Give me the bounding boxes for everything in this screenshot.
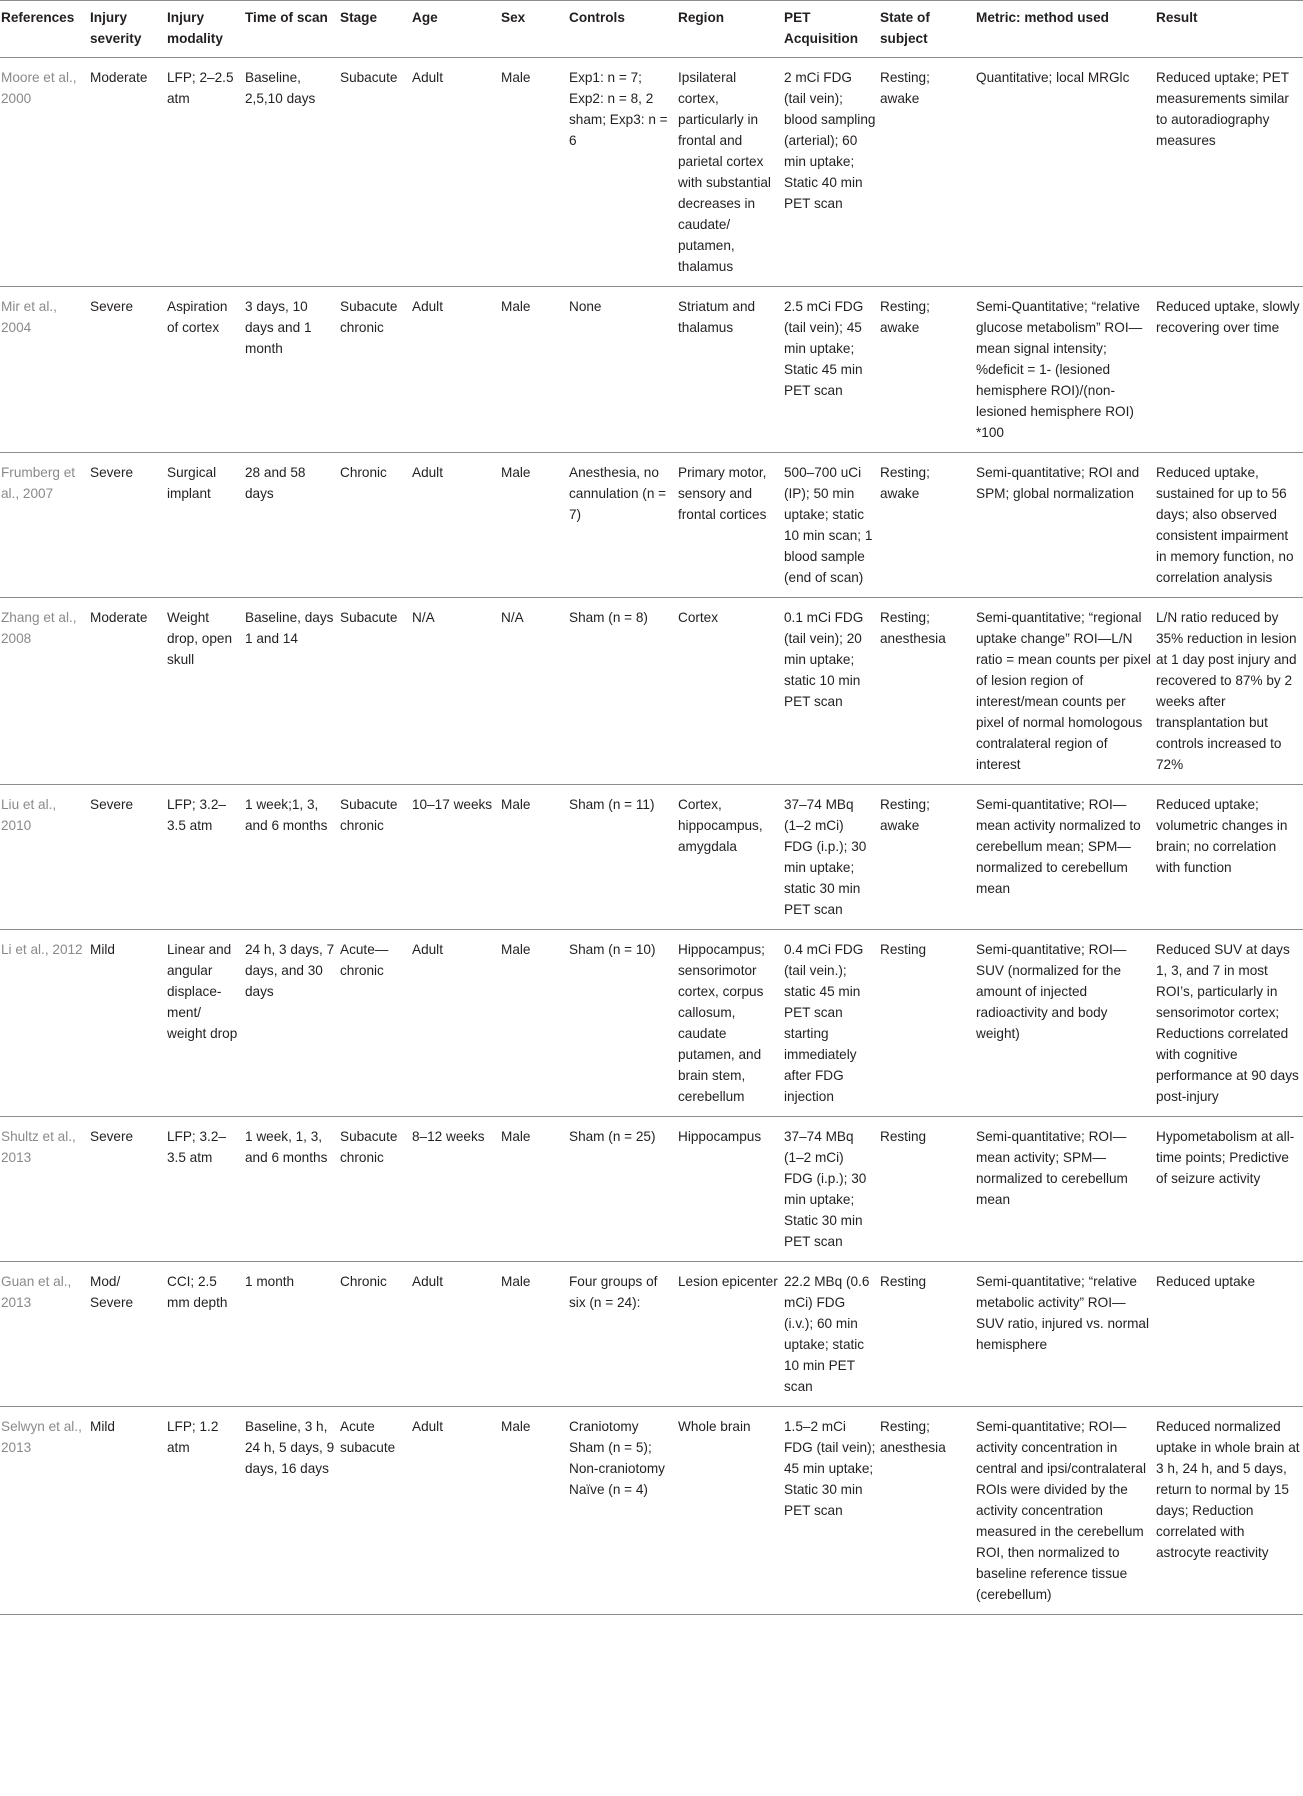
table-row	[0, 58, 1303, 287]
cell-injury-severity: Severe	[89, 453, 166, 598]
cell-result: L/N ratio reduced by 35% reduction in lesion at 1 day post injury and recovered to 87% by 2 weeks after transplantation but controls increased to 72%	[1155, 598, 1303, 785]
header-age: Age	[411, 1, 500, 58]
table-row	[0, 1407, 1303, 1615]
cell-controls: Craniotomy Sham (n = 5); Non-craniotomy Naïve (n = 4)	[568, 1407, 677, 1615]
header-stage: Stage	[339, 1, 411, 58]
cell-injury-modality: LFP; 3.2–3.5 atm	[166, 1117, 244, 1262]
table-row	[0, 1262, 1303, 1407]
cell-reference: Moore et al., 2000	[0, 58, 89, 287]
header-sex: Sex	[500, 1, 568, 58]
header-state-of-subject: State of subject	[879, 1, 975, 58]
cell-injury-severity: Severe	[89, 785, 166, 930]
cell-region: Ipsilateral cortex, particularly in frontal and parietal cortex with substantial decreases in caudate/ putamen, thalamus	[677, 58, 783, 287]
cell-result: Reduced uptake; PET measurements similar to autoradiography measures	[1155, 58, 1303, 287]
cell-pet-acquisition: 1.5–2 mCi FDG (tail vein); 45 min uptake; Static 30 min PET scan	[783, 1407, 879, 1615]
table-row	[0, 453, 1303, 598]
cell-stage: Subacute	[339, 598, 411, 785]
cell-controls: Exp1: n = 7; Exp2: n = 8, 2 sham; Exp3: n = 6	[568, 58, 677, 287]
cell-result: Hypometabolism at all-time points; Predictive of seizure activity	[1155, 1117, 1303, 1262]
cell-region: Hippocampus; sensorimotor cortex, corpus callosum, caudate putamen, and brain stem, cerebellum	[677, 930, 783, 1117]
cell-stage: Subacute chronic	[339, 785, 411, 930]
table-row	[0, 930, 1303, 1117]
cell-pet-acquisition: 37–74 MBq (1–2 mCi) FDG (i.p.); 30 min uptake; Static 30 min PET scan	[783, 1117, 879, 1262]
cell-injury-modality: LFP; 3.2–3.5 atm	[166, 785, 244, 930]
cell-time-of-scan: 28 and 58 days	[244, 453, 339, 598]
cell-injury-severity: Mod/ Severe	[89, 1262, 166, 1407]
cell-age: Adult	[411, 1407, 500, 1615]
cell-injury-severity: Moderate	[89, 58, 166, 287]
cell-reference: Zhang et al., 2008	[0, 598, 89, 785]
table-row	[0, 1117, 1303, 1262]
cell-stage: Acute—chronic	[339, 930, 411, 1117]
cell-region: Whole brain	[677, 1407, 783, 1615]
cell-pet-acquisition: 500–700 uCi (IP); 50 min uptake; static 10 min scan; 1 blood sample (end of scan)	[783, 453, 879, 598]
cell-metric: Semi-quantitative; ROI and SPM; global normalization	[975, 453, 1155, 598]
cell-injury-modality: Aspiration of cortex	[166, 287, 244, 453]
cell-time-of-scan: 24 h, 3 days, 7 days, and 30 days	[244, 930, 339, 1117]
cell-injury-modality: Linear and angular displace-ment/ weight drop	[166, 930, 244, 1117]
header-pet-acquisition: PET Acquisition	[783, 1, 879, 58]
cell-region: Hippocampus	[677, 1117, 783, 1262]
header-injury-severity: Injury severity	[89, 1, 166, 58]
cell-sex: Male	[500, 58, 568, 287]
cell-sex: Male	[500, 1262, 568, 1407]
cell-pet-acquisition: 2 mCi FDG (tail vein); blood sampling (arterial); 60 min uptake; Static 40 min PET scan	[783, 58, 879, 287]
cell-result: Reduced uptake; volumetric changes in brain; no correlation with function	[1155, 785, 1303, 930]
cell-controls: Sham (n = 10)	[568, 930, 677, 1117]
cell-metric: Semi-quantitative; ROI—mean activity; SPM—normalized to cerebellum mean	[975, 1117, 1155, 1262]
cell-controls: Four groups of six (n = 24):	[568, 1262, 677, 1407]
cell-region: Cortex	[677, 598, 783, 785]
cell-region: Striatum and thalamus	[677, 287, 783, 453]
cell-stage: Chronic	[339, 453, 411, 598]
cell-injury-modality: Surgical implant	[166, 453, 244, 598]
header-time-of-scan: Time of scan	[244, 1, 339, 58]
cell-time-of-scan: 1 week;1, 3, and 6 months	[244, 785, 339, 930]
cell-injury-modality: LFP; 2–2.5 atm	[166, 58, 244, 287]
cell-result: Reduced SUV at days 1, 3, and 7 in most ROI’s, particularly in sensorimotor cortex; Reductions correlated with cognitive performance at 90 days post-injury	[1155, 930, 1303, 1117]
cell-region: Cortex, hippocampus, amygdala	[677, 785, 783, 930]
cell-age: Adult	[411, 453, 500, 598]
cell-pet-acquisition: 0.4 mCi FDG (tail vein.); static 45 min PET scan starting immediately after FDG injection	[783, 930, 879, 1117]
cell-sex: Male	[500, 453, 568, 598]
cell-injury-severity: Severe	[89, 1117, 166, 1262]
cell-state-of-subject: Resting; awake	[879, 287, 975, 453]
cell-age: Adult	[411, 1262, 500, 1407]
cell-controls: Sham (n = 25)	[568, 1117, 677, 1262]
header-metric: Metric: method used	[975, 1, 1155, 58]
cell-pet-acquisition: 2.5 mCi FDG (tail vein); 45 min uptake; Static 45 min PET scan	[783, 287, 879, 453]
cell-metric: Semi-quantitative; “relative metabolic activity” ROI—SUV ratio, injured vs. normal hemisphere	[975, 1262, 1155, 1407]
table-row	[0, 785, 1303, 930]
table-body	[0, 58, 1303, 1615]
cell-sex: Male	[500, 287, 568, 453]
cell-pet-acquisition: 37–74 MBq (1–2 mCi) FDG (i.p.); 30 min uptake; static 30 min PET scan	[783, 785, 879, 930]
cell-reference: Guan et al., 2013	[0, 1262, 89, 1407]
cell-controls: Anesthesia, no cannulation (n = 7)	[568, 453, 677, 598]
cell-time-of-scan: Baseline, 2,5,10 days	[244, 58, 339, 287]
cell-result: Reduced uptake	[1155, 1262, 1303, 1407]
cell-age: Adult	[411, 58, 500, 287]
cell-controls: Sham (n = 8)	[568, 598, 677, 785]
cell-state-of-subject: Resting; awake	[879, 785, 975, 930]
cell-controls: Sham (n = 11)	[568, 785, 677, 930]
cell-age: 10–17 weeks	[411, 785, 500, 930]
cell-time-of-scan: Baseline, days 1 and 14	[244, 598, 339, 785]
cell-age: Adult	[411, 287, 500, 453]
header-result: Result	[1155, 1, 1303, 58]
cell-stage: Acute subacute	[339, 1407, 411, 1615]
cell-reference: Frumberg et al., 2007	[0, 453, 89, 598]
cell-age: N/A	[411, 598, 500, 785]
header-injury-modality: Injury modality	[166, 1, 244, 58]
cell-sex: N/A	[500, 598, 568, 785]
cell-reference: Mir et al., 2004	[0, 287, 89, 453]
cell-reference: Shultz et al., 2013	[0, 1117, 89, 1262]
cell-metric: Semi-quantitative; ROI—SUV (normalized for the amount of injected radioactivity and body weight)	[975, 930, 1155, 1117]
cell-metric: Semi-Quantitative; “relative glucose metabolism” ROI—mean signal intensity; %deficit = 1- (lesioned hemisphere ROI)/(non-lesioned hemisphere ROI) *100	[975, 287, 1155, 453]
cell-age: 8–12 weeks	[411, 1117, 500, 1262]
cell-reference: Li et al., 2012	[0, 930, 89, 1117]
cell-injury-severity: Severe	[89, 287, 166, 453]
cell-stage: Subacute	[339, 58, 411, 287]
cell-injury-severity: Mild	[89, 930, 166, 1117]
cell-metric: Semi-quantitative; “regional uptake change” ROI—L/N ratio = mean counts per pixel of lesion region of interest/mean counts per pixel of normal homologous contralateral region of interest	[975, 598, 1155, 785]
cell-injury-modality: Weight drop, open skull	[166, 598, 244, 785]
cell-result: Reduced uptake, sustained for up to 56 days; also observed consistent impairment in memory function, no correlation analysis	[1155, 453, 1303, 598]
cell-result: Reduced uptake, slowly recovering over time	[1155, 287, 1303, 453]
header-references: References	[0, 1, 89, 58]
cell-sex: Male	[500, 930, 568, 1117]
cell-pet-acquisition: 0.1 mCi FDG (tail vein); 20 min uptake; static 10 min PET scan	[783, 598, 879, 785]
cell-state-of-subject: Resting; anesthesia	[879, 598, 975, 785]
cell-state-of-subject: Resting	[879, 1117, 975, 1262]
cell-time-of-scan: 1 week, 1, 3, and 6 months	[244, 1117, 339, 1262]
table-header	[0, 1, 1303, 58]
cell-sex: Male	[500, 1117, 568, 1262]
cell-stage: Subacute chronic	[339, 1117, 411, 1262]
cell-stage: Subacute chronic	[339, 287, 411, 453]
cell-injury-severity: Mild	[89, 1407, 166, 1615]
cell-stage: Chronic	[339, 1262, 411, 1407]
cell-reference: Liu et al., 2010	[0, 785, 89, 930]
cell-state-of-subject: Resting	[879, 930, 975, 1117]
cell-time-of-scan: Baseline, 3 h, 24 h, 5 days, 9 days, 16 days	[244, 1407, 339, 1615]
cell-state-of-subject: Resting	[879, 1262, 975, 1407]
cell-result: Reduced normalized uptake in whole brain at 3 h, 24 h, and 5 days, return to normal by 15 days; Reduction correlated with astrocyte reactivity	[1155, 1407, 1303, 1615]
cell-reference: Selwyn et al., 2013	[0, 1407, 89, 1615]
header-controls: Controls	[568, 1, 677, 58]
cell-time-of-scan: 3 days, 10 days and 1 month	[244, 287, 339, 453]
cell-injury-severity: Moderate	[89, 598, 166, 785]
cell-metric: Quantitative; local MRGlc	[975, 58, 1155, 287]
header-row	[0, 1, 1303, 58]
cell-sex: Male	[500, 1407, 568, 1615]
cell-state-of-subject: Resting; awake	[879, 58, 975, 287]
cell-state-of-subject: Resting; awake	[879, 453, 975, 598]
table-row	[0, 598, 1303, 785]
cell-injury-modality: LFP; 1.2 atm	[166, 1407, 244, 1615]
cell-region: Lesion epicenter	[677, 1262, 783, 1407]
cell-region: Primary motor, sensory and frontal cortices	[677, 453, 783, 598]
cell-metric: Semi-quantitative; ROI—mean activity normalized to cerebellum mean; SPM—normalized to cerebellum mean	[975, 785, 1155, 930]
cell-controls: None	[568, 287, 677, 453]
table-row	[0, 287, 1303, 453]
cell-injury-modality: CCI; 2.5 mm depth	[166, 1262, 244, 1407]
cell-metric: Semi-quantitative; ROI—activity concentration in central and ipsi/contralateral ROIs were divided by the activity concentration measured in the cerebellum ROI, then normalized to baseline reference tissue (cerebellum)	[975, 1407, 1155, 1615]
cell-age: Adult	[411, 930, 500, 1117]
cell-state-of-subject: Resting; anesthesia	[879, 1407, 975, 1615]
cell-time-of-scan: 1 month	[244, 1262, 339, 1407]
header-region: Region	[677, 1, 783, 58]
cell-sex: Male	[500, 785, 568, 930]
cell-pet-acquisition: 22.2 MBq (0.6 mCi) FDG (i.v.); 60 min uptake; static 10 min PET scan	[783, 1262, 879, 1407]
